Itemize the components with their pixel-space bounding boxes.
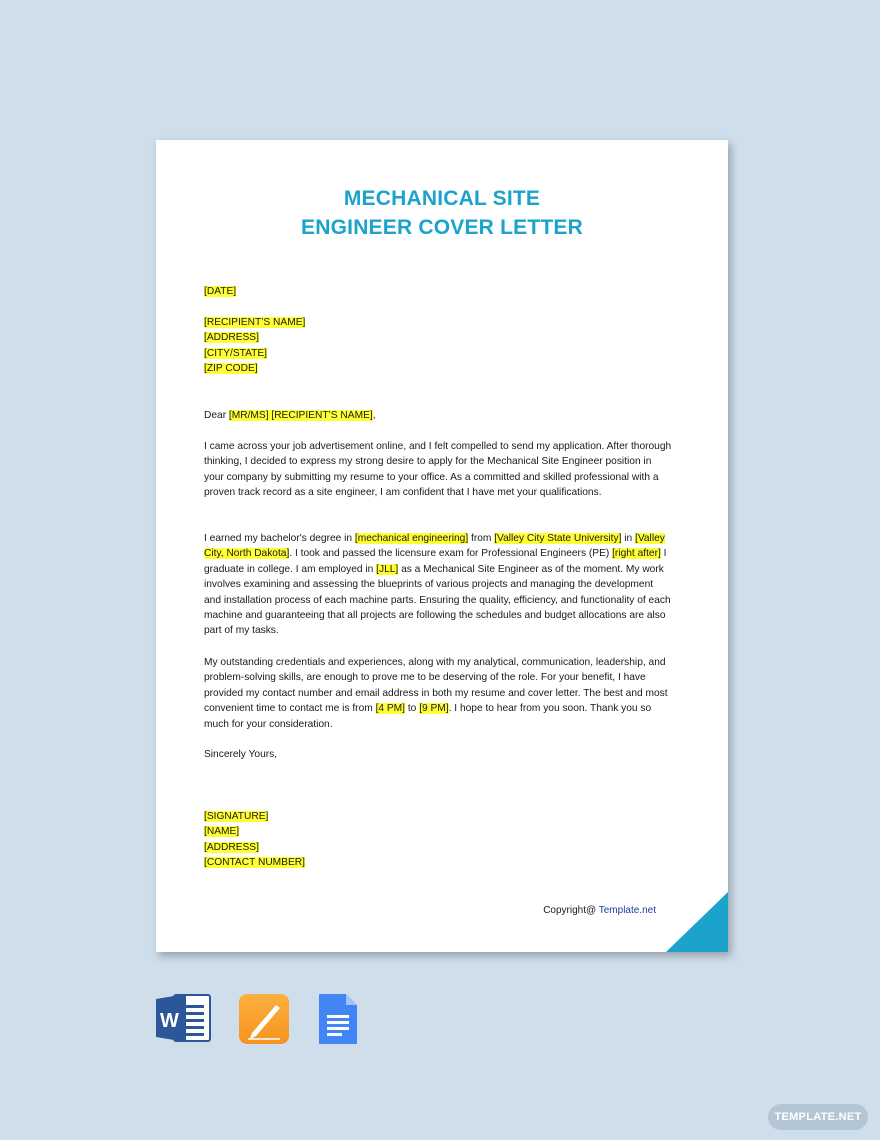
corner-accent — [666, 892, 728, 952]
recipient-name-field: [RECIPIENT’S NAME] — [204, 317, 306, 328]
time-from-field: [4 PM] — [375, 703, 406, 715]
p3-text-1: My outstanding credentials and experiences, along with my analytical, communication, leadership, and problem-solving skills, are enough to prove me to be deserving of the role. For your benefit, I have provided my contact number and email address in both my resume and cover letter. The best and most convenient time to contact me is from — [204, 657, 668, 715]
p2-text-1: I earned my bachelor's degree in — [204, 533, 355, 544]
date-field: [DATE] — [204, 286, 237, 297]
recipient-city-field: [CITY/STATE] — [204, 347, 268, 359]
p2-text-2: from — [468, 533, 495, 544]
template-link[interactable]: Template.net — [598, 905, 656, 916]
title-line-2: ENGINEER COVER LETTER — [301, 216, 583, 239]
letter-page — [156, 140, 728, 952]
p2-text-6: as a Mechanical Site Engineer as of the moment. My work involves examining and assessing the blueprints of various projects and managing the development and installation process of each machine parts. Ensuring the quality, efficiency, and functionality of each machine and guaranteeing that all projects are following the schedules and budget allocations are also part of my tasks. — [204, 563, 671, 637]
salutation-prefix: Dear — [204, 410, 229, 421]
salutation — [204, 408, 672, 423]
pages-icon[interactable] — [238, 993, 290, 1050]
signature-block — [204, 809, 672, 871]
timing-field: [right after] — [612, 548, 661, 560]
paragraph-3 — [204, 655, 672, 732]
google-docs-icon[interactable] — [318, 993, 358, 1050]
salutation-suffix: , — [372, 410, 376, 421]
recipient-address-field: [ADDRESS] — [204, 332, 259, 344]
word-letter: W — [160, 1010, 179, 1032]
paragraph-1: I came across your job advertisement online, and I felt compelled to send my application. After thorough thinking, I decided to express my strong desire to apply for the Mechanical Site Engineer position in your company by submitting my resume to your office. As a committed and skilled professional with a proven track record as a site engineer, I am confident that I have met your qualifications. — [204, 441, 672, 499]
recipient-zip-field: [ZIP CODE] — [204, 363, 258, 375]
copyright-text: Copyright@ — [543, 905, 599, 916]
p3-text-3: . I hope to hear from you soon. Thank you so much for your consideration. — [204, 703, 652, 730]
word-icon[interactable] — [156, 993, 212, 1048]
sender-name-field: [NAME] — [204, 826, 240, 838]
page-title — [156, 184, 728, 242]
paragraph-2 — [204, 531, 672, 639]
closing: Sincerely Yours, — [204, 749, 278, 760]
p2-text-3: in — [621, 533, 636, 544]
title-line-1: MECHANICAL SITE — [343, 187, 541, 210]
university-field: [Valley City State University] — [494, 533, 622, 544]
degree-field: [mechanical engineering] — [354, 533, 469, 544]
date-block — [204, 284, 672, 299]
location-field: [Valley City, North Dakota] — [204, 533, 665, 560]
recipient-block — [204, 315, 672, 377]
p3-text-2: to — [405, 703, 420, 715]
template-net-badge[interactable]: TEMPLATE.NET — [768, 1104, 868, 1130]
contact-number-field: [CONTACT NUMBER] — [204, 857, 305, 869]
sender-address-field: [ADDRESS] — [204, 841, 259, 853]
p2-text-5: I graduate in college. I am employed in — [204, 548, 667, 575]
salutation-field: [MR/MS] [RECIPIENT’S NAME] — [228, 410, 373, 421]
employer-field: [JLL] — [376, 563, 399, 575]
time-to-field: [9 PM] — [419, 703, 449, 715]
copyright-footer — [543, 905, 656, 916]
p2-text-4: . I took and passed the licensure exam for Professional Engineers (PE) — [289, 548, 613, 560]
signature-field: [SIGNATURE] — [204, 811, 269, 822]
